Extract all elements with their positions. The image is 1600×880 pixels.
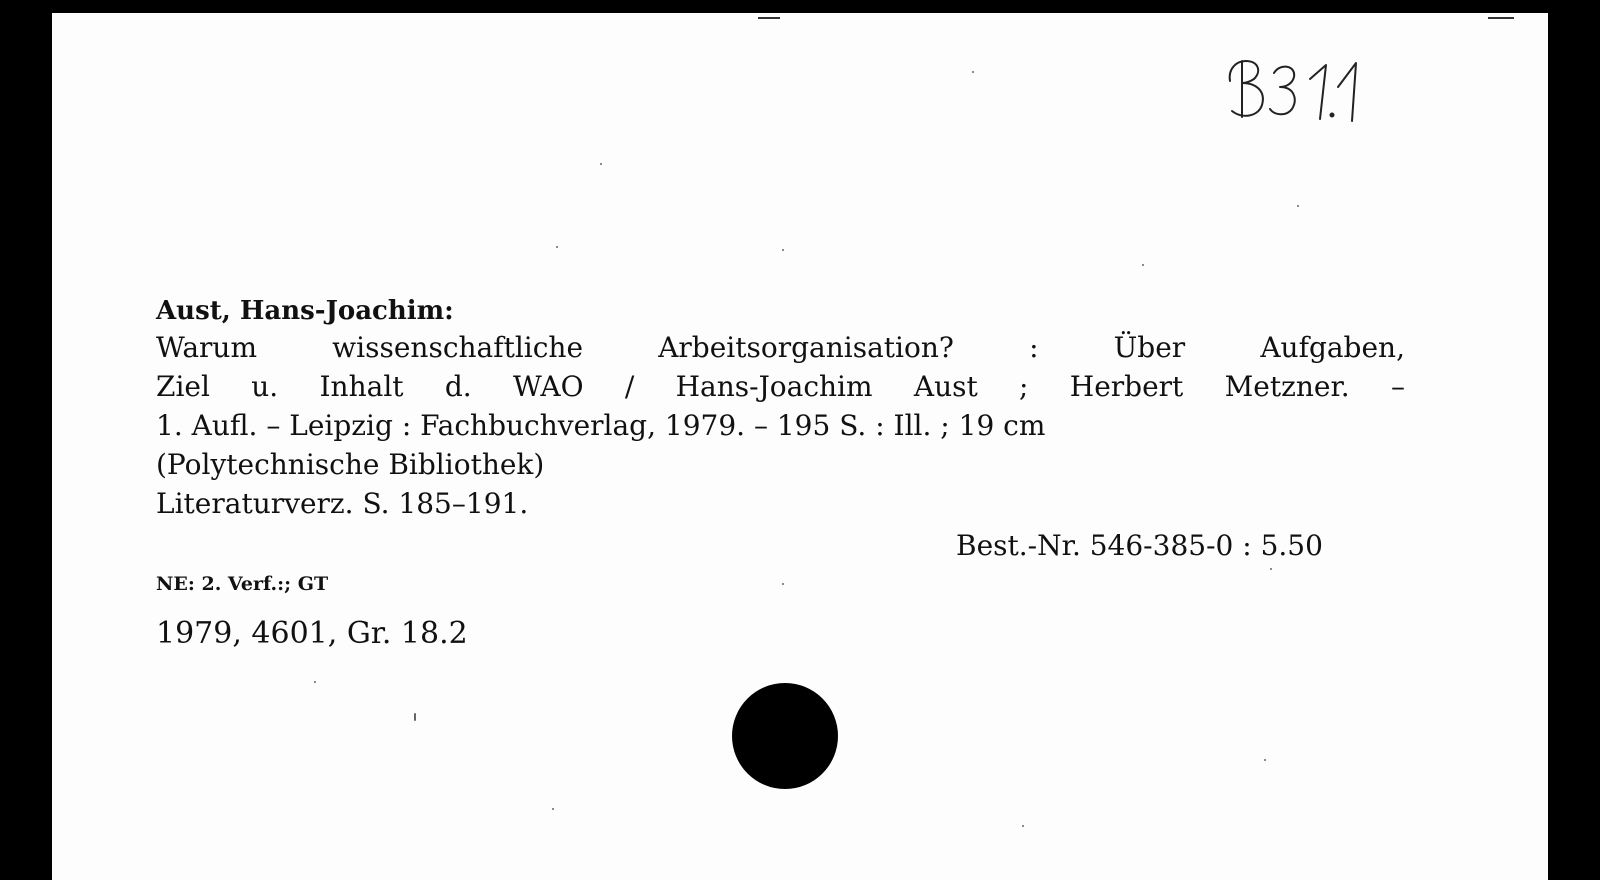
scan-speck xyxy=(972,71,974,73)
title-line-1-text: Warum wissenschaftliche Arbeitsorganisation? : Über Aufgaben, xyxy=(156,331,1405,364)
title-line-2 xyxy=(156,370,1405,403)
scan-speck xyxy=(782,583,784,585)
scan-speck xyxy=(556,246,558,248)
punch-hole xyxy=(732,683,838,789)
scan-edge-mark xyxy=(1488,17,1514,19)
scan-speck xyxy=(552,808,554,810)
title-line-1 xyxy=(156,331,1405,364)
accession-number: 1979, 4601, Gr. 18.2 xyxy=(156,616,468,651)
edition-publisher-line: 1. Aufl. – Leipzig : Fachbuchverlag, 1979. – 195 S. : Ill. ; 19 cm xyxy=(156,409,1046,442)
scan-speck xyxy=(600,163,602,165)
handwritten-shelf-mark xyxy=(1224,55,1424,125)
author-heading: Aust, Hans-Joachim: xyxy=(156,296,454,326)
scan-speck xyxy=(414,713,416,721)
bibliography-note-line: Literaturverz. S. 185–191. xyxy=(156,487,529,520)
scan-speck xyxy=(1264,759,1266,761)
catalog-card xyxy=(52,13,1548,880)
scan-speck xyxy=(1297,205,1299,207)
title-line-2-text: Ziel u. Inhalt d. WAO / Hans-Joachim Aust ; Herbert Metzner. – xyxy=(156,370,1405,403)
scan-edge-mark xyxy=(758,17,780,19)
added-entries-note: NE: 2. Verf.:; GT xyxy=(156,573,329,595)
scan-speck xyxy=(1142,264,1144,266)
scan-speck xyxy=(1270,568,1272,570)
order-number-price: Best.-Nr. 546-385-0 : 5.50 xyxy=(956,529,1323,562)
scan-speck xyxy=(782,249,784,251)
scan-speck xyxy=(314,681,316,683)
series-line: (Polytechnische Bibliothek) xyxy=(156,448,545,481)
scan-speck xyxy=(1022,825,1024,827)
